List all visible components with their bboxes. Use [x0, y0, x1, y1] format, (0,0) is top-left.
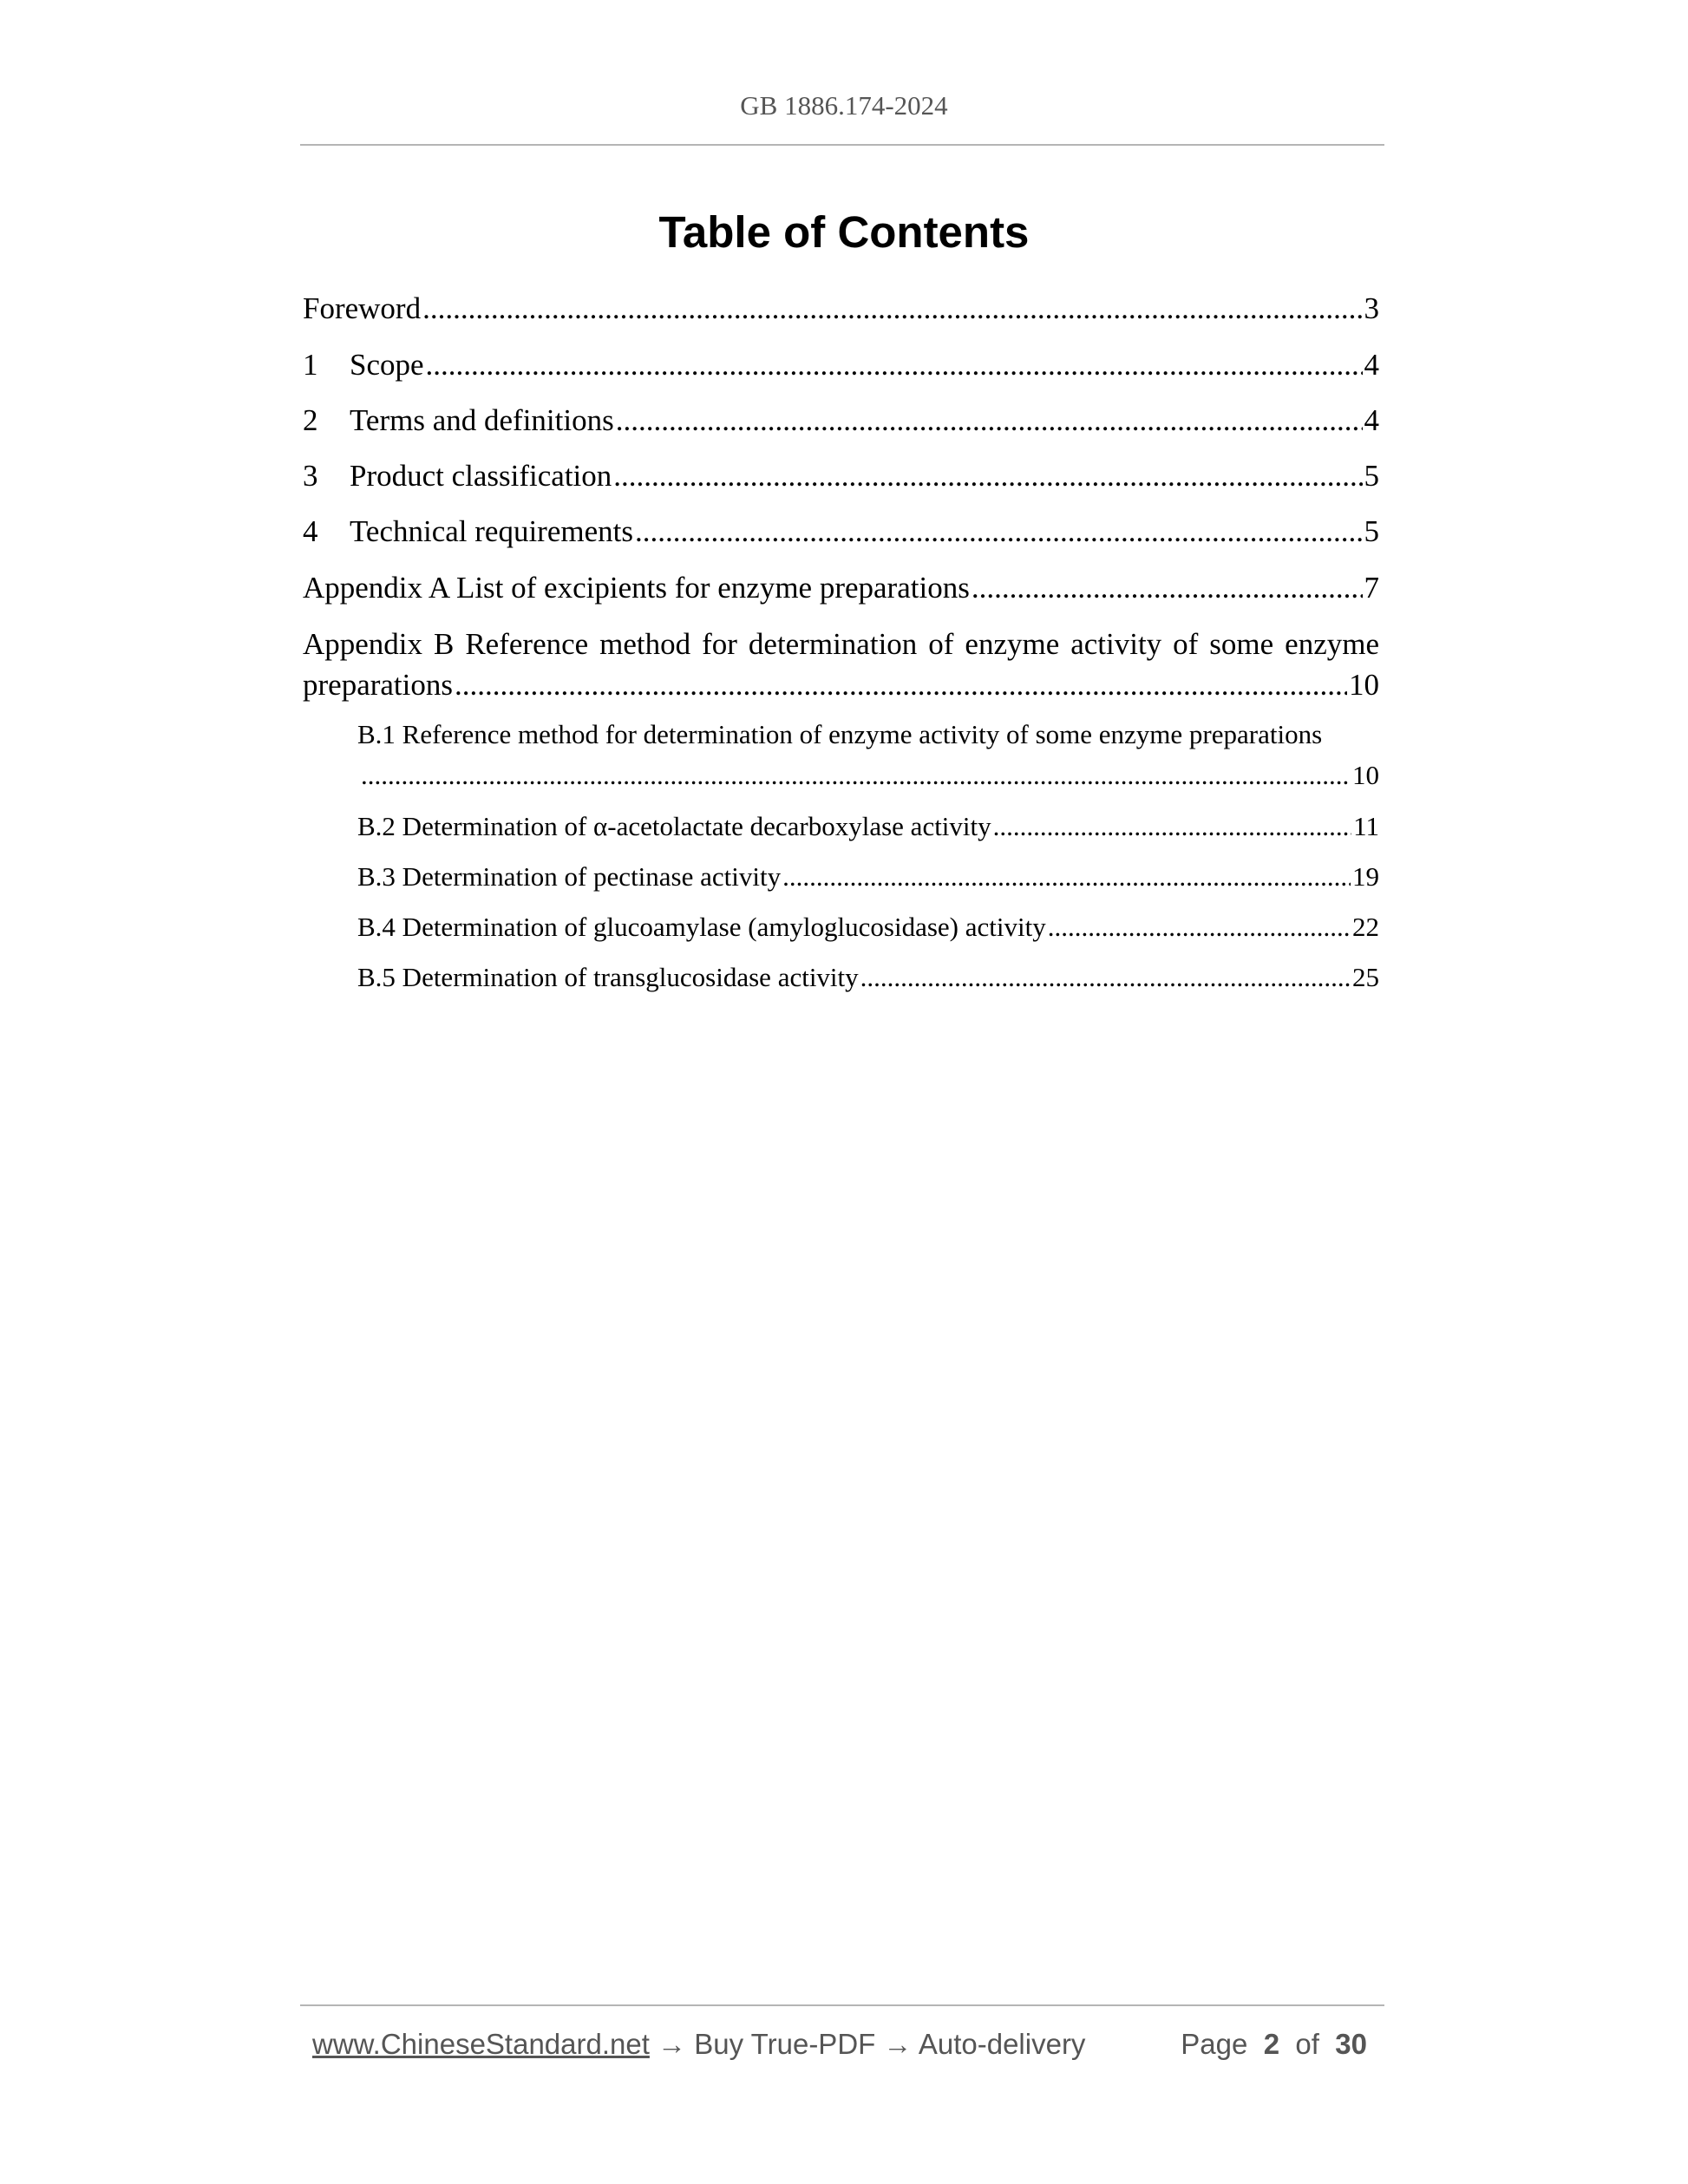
toc-leader: [993, 813, 1351, 840]
toc-leader: [361, 762, 1351, 788]
toc-leader: [422, 293, 1362, 324]
toc-entry-technical[interactable]: [303, 516, 1379, 546]
toc-entry-appendix-b[interactable]: [303, 670, 1379, 700]
page-title: Table of Contents: [658, 207, 1030, 257]
toc-entry-terms[interactable]: [303, 405, 1379, 435]
toc-number: 4: [303, 514, 318, 548]
toc-leader: [860, 964, 1351, 991]
arrow-icon: →: [883, 2028, 913, 2060]
toc-leader: [426, 350, 1363, 380]
page-indicator: [1181, 2028, 1367, 2061]
toc-page: 19: [1352, 861, 1379, 892]
delivery-text: Auto-delivery: [918, 2028, 1086, 2060]
toc-label: B.4 Determination of glucoamylase (amyloglucosidase) activity: [357, 912, 1046, 942]
page-label: Page: [1181, 2028, 1248, 2060]
toc-page: 5: [1364, 514, 1379, 548]
toc-label: Terms and definitions: [350, 403, 614, 437]
toc-leader: [455, 670, 1347, 700]
toc-entry-appendix-b-line1[interactable]: Appendix B Reference method for determination of enzyme activity of some enzyme: [303, 627, 1379, 661]
toc-entry-b3[interactable]: [357, 863, 1379, 890]
toc-page: 10: [1352, 760, 1379, 790]
document-code: GB 1886.174-2024: [740, 90, 948, 121]
toc-label: Foreword: [303, 291, 422, 325]
toc-label: Appendix A List of excipients for enzyme preparations: [303, 571, 970, 605]
toc-page: 11: [1353, 811, 1379, 841]
toc-label: B.3 Determination of pectinase activity: [357, 861, 782, 892]
website-link[interactable]: www.ChineseStandard.net: [312, 2028, 650, 2060]
toc-label: preparations: [303, 668, 453, 702]
footer-divider: [300, 2004, 1384, 2006]
toc-page: 4: [1364, 348, 1379, 382]
toc-page: 25: [1352, 962, 1379, 992]
toc-leader: [635, 516, 1363, 546]
toc-page: 4: [1364, 403, 1379, 437]
toc-label: B.2 Determination of α-acetolactate decarboxylase activity: [357, 811, 991, 841]
toc-entry-scope[interactable]: [303, 350, 1379, 380]
toc-number: 3: [303, 459, 318, 493]
toc-label: Technical requirements: [350, 514, 633, 548]
toc-leader: [972, 572, 1363, 603]
current-page: 2: [1263, 2028, 1280, 2060]
toc-label: B.5 Determination of transglucosidase activity: [357, 962, 859, 992]
toc-page: 5: [1364, 459, 1379, 493]
toc-label: Scope: [350, 348, 424, 382]
toc-leader: [782, 863, 1351, 890]
toc-entry-b5[interactable]: [357, 964, 1379, 991]
toc-entry-appendix-a[interactable]: [303, 572, 1379, 603]
toc-entry-b2[interactable]: [357, 813, 1379, 840]
page-of: of: [1295, 2028, 1319, 2060]
toc-page: 22: [1352, 912, 1379, 942]
buy-text: Buy True-PDF: [694, 2028, 876, 2060]
toc-entry-b1[interactable]: [357, 721, 1379, 748]
toc-leader: [613, 461, 1362, 491]
toc-page: 10: [1349, 668, 1379, 702]
arrow-icon: →: [658, 2028, 687, 2060]
toc-page: 7: [1364, 571, 1379, 605]
toc-number: 2: [303, 403, 318, 437]
toc-leader: [616, 405, 1363, 435]
toc-entry-b4[interactable]: [357, 913, 1379, 940]
page-footer: [312, 2028, 1379, 2061]
toc-entry-classification[interactable]: [303, 461, 1379, 491]
toc-page: 3: [1364, 291, 1379, 325]
toc-number: 1: [303, 348, 318, 382]
toc-label: B.1 Reference method for determination of enzyme activity of some enzyme preparations: [357, 719, 1323, 749]
toc-entry-foreword[interactable]: [303, 293, 1379, 324]
toc-leader: [1048, 913, 1351, 940]
toc-label: Product classification: [350, 459, 612, 493]
total-pages: 30: [1335, 2028, 1367, 2060]
header-divider: [300, 144, 1384, 146]
toc-entry-b1-cont[interactable]: [357, 762, 1379, 788]
